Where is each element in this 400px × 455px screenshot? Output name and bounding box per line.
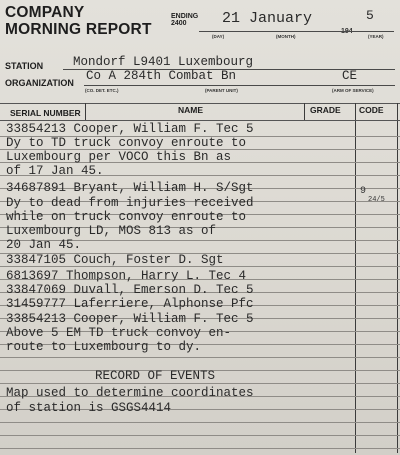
date-year-typed: 5 xyxy=(366,8,374,23)
entry-line-1: 33854213 Cooper, William F. Tec 5 xyxy=(6,122,254,136)
entry-line-8: Luxembourg LD, MOS 813 as of xyxy=(6,224,217,238)
entry-line-11: 6813697 Thompson, Harry L. Tec 4 xyxy=(6,269,247,283)
entry-line-16: route to Luxembourg to dy. xyxy=(6,340,202,354)
entry-line-5: 34687891 Bryant, William H. S/Sgt xyxy=(6,181,254,195)
code-header: CODE xyxy=(359,105,384,115)
station-value: Mondorf L9401 Luxembourg xyxy=(73,55,254,69)
entry-line-13: 31459777 Laferriere, Alphonse Pfc xyxy=(6,297,254,311)
year-caption: (YEAR) xyxy=(368,34,384,39)
station-label: STATION xyxy=(5,61,44,71)
code-value-1: 9 xyxy=(360,186,367,197)
arm-caption: (ARM OF SERVICE) xyxy=(332,88,374,93)
form-title: COMPANY MORNING REPORT xyxy=(5,4,152,38)
entry-line-14: 33854213 Cooper, William F. Tec 5 xyxy=(6,312,254,326)
entry-line-15: Above 5 EM TD truck convoy en- xyxy=(6,326,232,340)
record-line-1: Map used to determine coordinates xyxy=(6,386,254,400)
entry-line-2: Dy to TD truck convoy enroute to xyxy=(6,136,247,150)
month-caption: (MONTH) xyxy=(276,34,296,39)
organization-label: ORGANIZATION xyxy=(5,78,74,88)
serial-number-header: SERIAL NUMBER xyxy=(10,108,81,118)
entry-line-12: 33847069 Duvall, Emerson D. Tec 5 xyxy=(6,283,254,297)
ending-label: ENDING 2400 xyxy=(171,13,199,27)
record-of-events-heading: RECORD OF EVENTS xyxy=(95,369,216,383)
entry-line-3: Luxembourg per VOCO this Bn as xyxy=(6,150,232,164)
organization-value: Co A 284th Combat Bn xyxy=(86,69,237,83)
parent-unit-caption: (PARENT UNIT) xyxy=(205,88,238,93)
arm-of-service-value: CE xyxy=(342,69,358,83)
entry-line-7: while on truck convoy enroute to xyxy=(6,210,247,224)
entry-line-9: 20 Jan 45. xyxy=(6,238,82,252)
date-day-month: 21 January xyxy=(222,10,313,27)
entry-line-6: Dy to dead from injuries received xyxy=(6,196,254,210)
entry-line-4: of 17 Jan 45. xyxy=(6,164,104,178)
entry-line-10: 33847105 Couch, Foster D. Sgt xyxy=(6,253,224,267)
day-caption: (DAY) xyxy=(212,34,225,39)
name-header: NAME xyxy=(178,105,204,115)
record-line-2: of station is GSGS4414 xyxy=(6,401,172,415)
code-value-2: 24/5 xyxy=(368,196,385,204)
grade-header: GRADE xyxy=(310,105,341,115)
co-caption: (CO. DET. ETC.) xyxy=(85,88,119,93)
